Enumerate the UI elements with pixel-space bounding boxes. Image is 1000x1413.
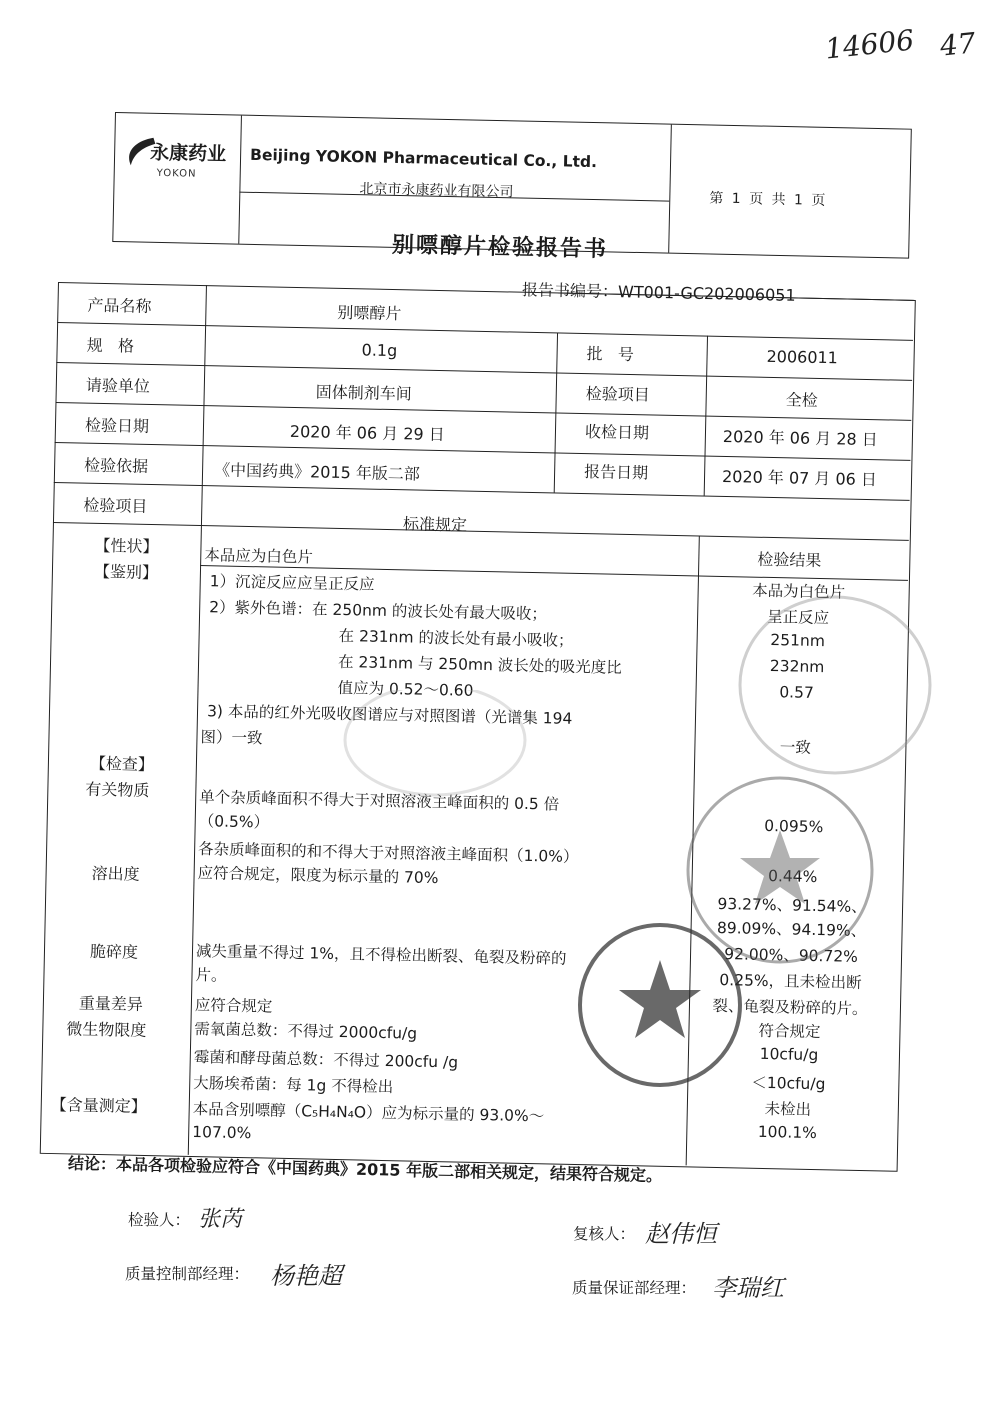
reviewer-signature: 赵伟恒 [645,1220,717,1248]
qc-manager-label: 质量控制部经理： [125,1265,250,1283]
standard-line: 本品应为白色片 [204,546,313,567]
spec-label: 规 格 [86,335,135,356]
header-divider [668,125,672,253]
standard-line: （0.5%） [198,812,270,832]
item-traits: 【性状】 [94,535,159,557]
standard-line: 霉菌和酵母菌总数：不得过 200cfu /g [193,1048,459,1072]
inspector-label: 检验人： [128,1211,191,1229]
report-number: 报告书编号：WT001-GC202006051 [521,280,796,305]
result-line: 232nm [769,656,825,677]
standard-line: 图）一致 [200,728,263,748]
standard-line: 在 231nm 的波长处有最小吸收； [338,626,574,650]
result-line: 93.27%、91.54%、 [717,894,867,917]
result-line: 10cfu/g [759,1044,819,1065]
result-line: 89.09%、94.19%、 [716,918,867,941]
item-micro: 微生物限度 [66,1019,147,1041]
result-line: 0.095% [764,816,824,837]
received-value: 2020 年 06 月 28 日 [722,426,878,450]
result-line: 0.25%，且未检出断 [719,971,862,992]
batch-label: 批 号 [586,344,635,365]
basis-label: 检验依据 [83,455,149,476]
page-title: 别嘌醇片检验报告书 [391,232,609,263]
test-date-label: 检验日期 [84,415,150,436]
conclusion: 结论：本品各项检验应符合《中国药典》2015 年版二部相关规定，结果符合规定。 [67,1153,663,1186]
qa-manager-signature: 李瑞红 [712,1274,784,1302]
basis-value: 《中国药典》2015 年版二部 [213,460,421,484]
item-assay: 【含量测定】 [50,1095,147,1117]
qa-manager-label: 质量保证部经理： [572,1279,697,1297]
unit-value: 固体制剂车间 [315,382,412,404]
standard-line: 1）沉淀反应应呈正反应 [209,572,375,594]
batch-value: 2006011 [766,346,839,368]
result-line: 100.1% [757,1122,818,1143]
item-friability: 脆碎度 [89,941,139,962]
standard-line: 107.0% [192,1122,252,1143]
standard-line: 需氧菌总数：不得过 2000cfu/g [194,1020,418,1043]
item-dissolution: 溶出度 [91,863,140,884]
item-value: 全检 [785,390,818,410]
column-result: 检验结果 [757,549,822,571]
inspector-signature: 张芮 [198,1207,243,1232]
result-line: 92.00%、90.72% [724,945,859,966]
standard-line: 应符合规定，限度为标示量的 70% [197,864,439,888]
standard-line: 本品含别嘌醇（C₅H₄N₄O）应为标示量的 93.0%～ [192,1100,545,1126]
standard-line: 大肠埃希菌：每 1g 不得检出 [193,1074,394,1097]
company-name-en: Beijing YOKON Pharmaceutical Co., Ltd. [249,145,598,172]
standard-line: 减失重量不得过 1%，且不得检出断裂、龟裂及粉碎的 [195,942,567,968]
faint-stamp [340,690,530,800]
reviewer-label: 复核人： [573,1225,636,1243]
result-line: 一致 [779,738,812,757]
logo-text-en: YOKON [156,167,197,180]
report-date-label: 报告日期 [583,462,649,483]
unit-label: 请验单位 [85,375,151,396]
product-label: 产品名称 [87,295,152,316]
standard-line: 3) 本品的红外光吸收图谱应与对照图谱（光谱集 194 [206,702,573,728]
test-date-value: 2020 年 06 月 29 日 [289,421,445,445]
standard-line: 在 231nm 与 250mn 波长处的吸光度比 [337,652,622,677]
standard-line: 各杂质峰面积的和不得大于对照溶液主峰面积（1.0%） [197,840,579,867]
item-check: 【检查】 [89,753,155,775]
product-value: 别嘌醇片 [337,302,402,324]
received-label: 收检日期 [584,422,650,443]
item-related: 有关物质 [85,779,150,801]
standard-line: 应符合规定 [194,996,273,1016]
standard-line: 单个杂质峰面积不得大于对照溶液主峰面积的 0.5 倍 [199,788,560,814]
standard-line: 2）紫外色谱：在 250nm 的波长处有最大吸收； [209,598,548,624]
result-line: ＜10cfu/g [751,1073,826,1094]
page-mark: 47 [938,26,978,63]
logo-text-cn: 永康药业 [149,141,227,166]
item-label: 检验项目 [585,384,650,405]
item-weight: 重量差异 [78,993,144,1014]
result-line: 251nm [770,630,826,651]
standard-line: 片。 [195,966,227,985]
result-line: 未检出 [764,1099,812,1119]
item-identify: 【鉴别】 [93,561,159,583]
result-line: 裂、龟裂及粉碎的片。 [712,996,868,1019]
district-stamp [735,590,935,780]
header-divider [238,116,242,244]
result-line: 呈正反应 [766,607,830,628]
result-line: 0.57 [779,683,814,702]
result-line: 符合规定 [758,1021,821,1042]
company-name-cn: 北京市永康药业有限公司 [359,181,514,201]
column-standard: 标准规定 [402,514,468,535]
archive-number: 14606 [823,23,916,66]
spec-value: 0.1g [361,340,398,361]
column-item: 检验项目 [83,495,148,516]
company-stamp [680,770,880,970]
qc-manager-signature: 杨艳超 [270,1262,342,1290]
result-line: 0.44% [767,867,818,887]
report-date-value: 2020 年 07 月 06 日 [721,466,878,490]
page-info: 第 1 页 共 1 页 [709,190,826,209]
result-line: 本品为白色片 [751,581,846,602]
standard-line: 值应为 0.52～0.60 [337,678,474,700]
